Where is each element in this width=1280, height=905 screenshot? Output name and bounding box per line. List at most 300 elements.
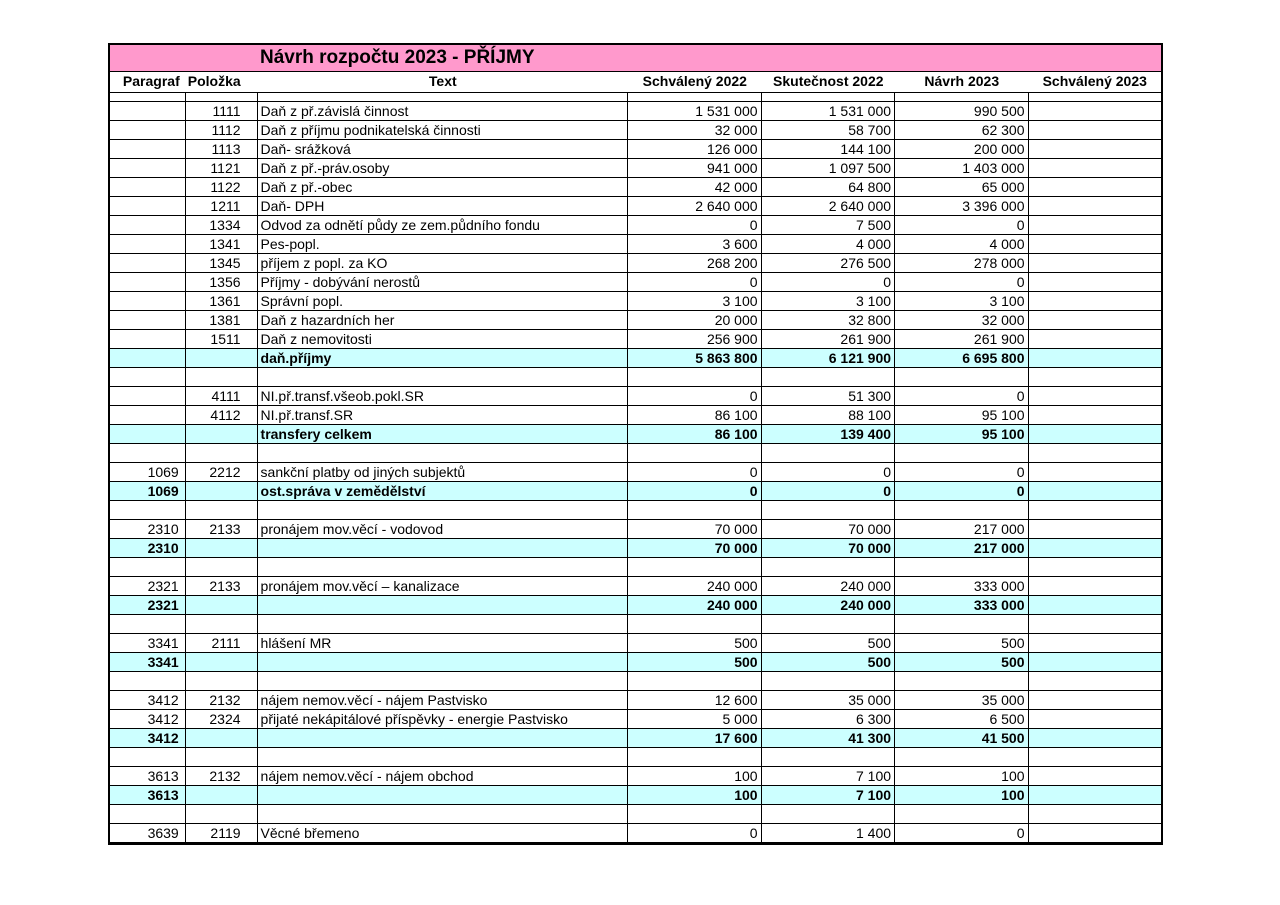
- cell-polozka: 1113: [186, 140, 258, 159]
- cell-schvaleny-2022: 3 600: [628, 235, 761, 254]
- cell-paragraf: 3341: [110, 653, 186, 672]
- cell-polozka: [186, 653, 258, 672]
- cell-schvaleny-2023: [1029, 273, 1161, 292]
- table-row: [110, 767, 1161, 786]
- cell-paragraf: [110, 425, 186, 444]
- cell-paragraf: [110, 805, 186, 824]
- cell-paragraf: [110, 330, 186, 349]
- cell-text: [258, 748, 629, 767]
- cell-schvaleny-2023: [1029, 178, 1161, 197]
- cell-navrh-2023: 4 000: [895, 235, 1028, 254]
- cell-schvaleny-2023: [1029, 311, 1161, 330]
- cell-skutecnost-2022: [762, 368, 895, 387]
- cell-polozka: [186, 748, 258, 767]
- cell-paragraf: [110, 93, 186, 102]
- cell-paragraf: [110, 558, 186, 577]
- cell-polozka: [186, 615, 258, 634]
- cell-skutecnost-2022: 35 000: [762, 691, 895, 710]
- cell-schvaleny-2022: 20 000: [628, 311, 761, 330]
- cell-navrh-2023: 100: [895, 767, 1028, 786]
- cell-schvaleny-2022: 86 100: [628, 406, 761, 425]
- cell-skutecnost-2022: 1 097 500: [762, 159, 895, 178]
- header-schvaleny-2022: Schválený 2022: [642, 73, 747, 89]
- cell-schvaleny-2022: [628, 368, 761, 387]
- cell-text: nájem nemov.věcí - nájem obchod: [258, 767, 629, 786]
- cell-polozka: [186, 805, 258, 824]
- cell-schvaleny-2022: 100: [628, 786, 761, 805]
- cell-polozka: [186, 425, 258, 444]
- cell-schvaleny-2022: 268 200: [628, 254, 761, 273]
- sheet-title: Návrh rozpočtu 2023 - PŘÍJMY: [260, 47, 535, 68]
- cell-paragraf: [110, 140, 186, 159]
- cell-polozka: 1111: [186, 102, 258, 121]
- cell-schvaleny-2023: [1029, 748, 1161, 767]
- table-spacer-row: [110, 444, 1161, 463]
- table-row: [110, 710, 1161, 729]
- cell-paragraf: 2310: [110, 539, 186, 558]
- table-subtotal-row: [110, 482, 1161, 501]
- cell-navrh-2023: 500: [895, 634, 1028, 653]
- cell-schvaleny-2023: [1029, 729, 1161, 748]
- cell-polozka: [186, 672, 258, 691]
- cell-skutecnost-2022: 58 700: [762, 121, 895, 140]
- cell-skutecnost-2022: 276 500: [762, 254, 895, 273]
- cell-paragraf: [110, 406, 186, 425]
- cell-text: [258, 539, 629, 558]
- table-row: [110, 520, 1161, 539]
- cell-text: Daň z příjmu podnikatelská činnosti: [258, 121, 629, 140]
- table-body: [110, 93, 1161, 843]
- table-subtotal-row: [110, 596, 1161, 615]
- cell-text: [258, 672, 629, 691]
- cell-navrh-2023: 1 403 000: [895, 159, 1028, 178]
- cell-text: [258, 786, 629, 805]
- cell-polozka: 2119: [186, 824, 258, 843]
- cell-schvaleny-2023: [1029, 140, 1161, 159]
- cell-paragraf: 3412: [110, 729, 186, 748]
- table-row: [110, 102, 1161, 121]
- cell-navrh-2023: [895, 748, 1028, 767]
- cell-skutecnost-2022: 7 100: [762, 786, 895, 805]
- cell-schvaleny-2023: [1029, 501, 1161, 520]
- cell-navrh-2023: 333 000: [895, 596, 1028, 615]
- cell-text: NI.př.transf.všeob.pokl.SR: [258, 387, 629, 406]
- table-subtotal-row: [110, 425, 1161, 444]
- table-row: [110, 330, 1161, 349]
- cell-skutecnost-2022: 32 800: [762, 311, 895, 330]
- cell-text: Daň z př.-práv.osoby: [258, 159, 629, 178]
- cell-navrh-2023: 35 000: [895, 691, 1028, 710]
- cell-skutecnost-2022: 70 000: [762, 520, 895, 539]
- cell-skutecnost-2022: 139 400: [762, 425, 895, 444]
- cell-navrh-2023: [895, 615, 1028, 634]
- cell-schvaleny-2022: 100: [628, 767, 761, 786]
- cell-skutecnost-2022: [762, 805, 895, 824]
- cell-navrh-2023: 0: [895, 482, 1028, 501]
- cell-navrh-2023: 500: [895, 653, 1028, 672]
- cell-polozka: 1356: [186, 273, 258, 292]
- cell-text: [258, 653, 629, 672]
- cell-text: [258, 368, 629, 387]
- cell-schvaleny-2023: [1029, 539, 1161, 558]
- table-row: [110, 235, 1161, 254]
- cell-polozka: [186, 93, 258, 102]
- cell-skutecnost-2022: 6 121 900: [762, 349, 895, 368]
- cell-polozka: 1334: [186, 216, 258, 235]
- cell-paragraf: 3613: [110, 767, 186, 786]
- cell-navrh-2023: [895, 501, 1028, 520]
- cell-schvaleny-2022: 0: [628, 463, 761, 482]
- cell-text: Daň z hazardních her: [258, 311, 629, 330]
- cell-skutecnost-2022: 2 640 000: [762, 197, 895, 216]
- cell-navrh-2023: 0: [895, 216, 1028, 235]
- cell-schvaleny-2023: [1029, 520, 1161, 539]
- cell-polozka: [186, 501, 258, 520]
- cell-schvaleny-2023: [1029, 235, 1161, 254]
- cell-schvaleny-2023: [1029, 482, 1161, 501]
- cell-paragraf: [110, 615, 186, 634]
- cell-skutecnost-2022: 1 400: [762, 824, 895, 843]
- cell-schvaleny-2022: [628, 558, 761, 577]
- table-row: [110, 140, 1161, 159]
- table-spacer-row: [110, 93, 1161, 102]
- cell-polozka: 1211: [186, 197, 258, 216]
- table-spacer-row: [110, 748, 1161, 767]
- cell-schvaleny-2023: [1029, 330, 1161, 349]
- cell-paragraf: 3639: [110, 824, 186, 843]
- cell-skutecnost-2022: 500: [762, 634, 895, 653]
- cell-text: Odvod za odnětí půdy ze zem.půdního fondu: [258, 216, 629, 235]
- cell-navrh-2023: 3 100: [895, 292, 1028, 311]
- cell-polozka: 1341: [186, 235, 258, 254]
- cell-schvaleny-2022: 256 900: [628, 330, 761, 349]
- cell-paragraf: [110, 197, 186, 216]
- cell-paragraf: [110, 444, 186, 463]
- table-row: [110, 121, 1161, 140]
- table-row: [110, 406, 1161, 425]
- cell-text: ost.správa v zemědělství: [258, 482, 629, 501]
- header-text: Text: [428, 73, 457, 89]
- table-row: [110, 159, 1161, 178]
- cell-skutecnost-2022: [762, 748, 895, 767]
- cell-navrh-2023: 0: [895, 273, 1028, 292]
- table-subtotal-row: [110, 653, 1161, 672]
- cell-polozka: [186, 349, 258, 368]
- cell-schvaleny-2022: 3 100: [628, 292, 761, 311]
- cell-schvaleny-2023: [1029, 691, 1161, 710]
- cell-schvaleny-2023: [1029, 596, 1161, 615]
- cell-schvaleny-2023: [1029, 634, 1161, 653]
- cell-text: [258, 93, 629, 102]
- cell-polozka: [186, 729, 258, 748]
- cell-navrh-2023: 95 100: [895, 425, 1028, 444]
- header-navrh-2023: Návrh 2023: [924, 73, 1000, 89]
- cell-skutecnost-2022: [762, 501, 895, 520]
- cell-skutecnost-2022: 1 531 000: [762, 102, 895, 121]
- cell-paragraf: [110, 672, 186, 691]
- table-row: [110, 178, 1161, 197]
- cell-paragraf: [110, 501, 186, 520]
- cell-schvaleny-2023: [1029, 197, 1161, 216]
- cell-schvaleny-2022: [628, 672, 761, 691]
- cell-polozka: 1361: [186, 292, 258, 311]
- cell-polozka: 2324: [186, 710, 258, 729]
- cell-navrh-2023: 65 000: [895, 178, 1028, 197]
- cell-navrh-2023: [895, 805, 1028, 824]
- header-row: [110, 72, 1161, 93]
- table-spacer-row: [110, 558, 1161, 577]
- cell-schvaleny-2022: [628, 748, 761, 767]
- cell-paragraf: [110, 273, 186, 292]
- cell-paragraf: [110, 102, 186, 121]
- cell-skutecnost-2022: 240 000: [762, 596, 895, 615]
- cell-paragraf: 2321: [110, 577, 186, 596]
- cell-schvaleny-2022: 70 000: [628, 539, 761, 558]
- cell-skutecnost-2022: [762, 558, 895, 577]
- header-paragraf: Paragraf: [122, 73, 180, 89]
- cell-schvaleny-2022: 5 000: [628, 710, 761, 729]
- cell-polozka: 2133: [186, 577, 258, 596]
- cell-polozka: 2132: [186, 767, 258, 786]
- cell-paragraf: 2310: [110, 520, 186, 539]
- cell-schvaleny-2023: [1029, 672, 1161, 691]
- cell-text: [258, 805, 629, 824]
- table-row: [110, 292, 1161, 311]
- cell-text: Příjmy - dobývání nerostů: [258, 273, 629, 292]
- cell-navrh-2023: 0: [895, 824, 1028, 843]
- cell-schvaleny-2022: 0: [628, 387, 761, 406]
- cell-navrh-2023: 95 100: [895, 406, 1028, 425]
- cell-polozka: [186, 558, 258, 577]
- cell-text: [258, 444, 629, 463]
- cell-text: pronájem mov.věcí - vodovod: [258, 520, 629, 539]
- cell-polozka: 2212: [186, 463, 258, 482]
- cell-schvaleny-2022: 0: [628, 216, 761, 235]
- cell-navrh-2023: 261 900: [895, 330, 1028, 349]
- table-row: [110, 824, 1161, 843]
- table-row: [110, 311, 1161, 330]
- cell-text: Daň z př.závislá činnost: [258, 102, 629, 121]
- cell-text: pronájem mov.věcí – kanalizace: [258, 577, 629, 596]
- cell-schvaleny-2023: [1029, 615, 1161, 634]
- cell-skutecnost-2022: 64 800: [762, 178, 895, 197]
- cell-schvaleny-2022: 500: [628, 634, 761, 653]
- cell-text: [258, 615, 629, 634]
- cell-schvaleny-2023: [1029, 577, 1161, 596]
- cell-polozka: [186, 596, 258, 615]
- cell-navrh-2023: 278 000: [895, 254, 1028, 273]
- cell-schvaleny-2023: [1029, 805, 1161, 824]
- table-row: [110, 634, 1161, 653]
- cell-polozka: [186, 444, 258, 463]
- cell-paragraf: 3412: [110, 691, 186, 710]
- table-row: [110, 463, 1161, 482]
- cell-skutecnost-2022: 88 100: [762, 406, 895, 425]
- cell-navrh-2023: 0: [895, 463, 1028, 482]
- cell-navrh-2023: 0: [895, 387, 1028, 406]
- cell-skutecnost-2022: [762, 615, 895, 634]
- cell-text: [258, 596, 629, 615]
- cell-paragraf: [110, 216, 186, 235]
- cell-text: Daň z př.-obec: [258, 178, 629, 197]
- title-bar: [110, 45, 1161, 72]
- cell-schvaleny-2022: 17 600: [628, 729, 761, 748]
- cell-paragraf: [110, 311, 186, 330]
- cell-skutecnost-2022: [762, 672, 895, 691]
- cell-paragraf: 3412: [110, 710, 186, 729]
- cell-skutecnost-2022: 4 000: [762, 235, 895, 254]
- cell-text: sankční platby od jiných subjektů: [258, 463, 629, 482]
- cell-schvaleny-2023: [1029, 425, 1161, 444]
- cell-schvaleny-2022: 32 000: [628, 121, 761, 140]
- cell-schvaleny-2022: [628, 805, 761, 824]
- cell-skutecnost-2022: 0: [762, 463, 895, 482]
- cell-skutecnost-2022: 261 900: [762, 330, 895, 349]
- cell-paragraf: 2321: [110, 596, 186, 615]
- table-spacer-row: [110, 805, 1161, 824]
- cell-schvaleny-2023: [1029, 292, 1161, 311]
- cell-polozka: [186, 482, 258, 501]
- cell-text: NI.př.transf.SR: [258, 406, 629, 425]
- cell-skutecnost-2022: 51 300: [762, 387, 895, 406]
- cell-paragraf: 1069: [110, 482, 186, 501]
- cell-schvaleny-2022: 0: [628, 824, 761, 843]
- cell-text: Správní popl.: [258, 292, 629, 311]
- header-schvaleny-2023: Schválený 2023: [1042, 73, 1147, 89]
- cell-polozka: 4112: [186, 406, 258, 425]
- cell-schvaleny-2022: 2 640 000: [628, 197, 761, 216]
- cell-skutecnost-2022: 6 300: [762, 710, 895, 729]
- cell-skutecnost-2022: 0: [762, 482, 895, 501]
- table-subtotal-row: [110, 729, 1161, 748]
- cell-schvaleny-2022: 5 863 800: [628, 349, 761, 368]
- cell-paragraf: [110, 748, 186, 767]
- cell-navrh-2023: 200 000: [895, 140, 1028, 159]
- cell-text: Pes-popl.: [258, 235, 629, 254]
- cell-paragraf: 3341: [110, 634, 186, 653]
- table-row: [110, 387, 1161, 406]
- cell-schvaleny-2023: [1029, 786, 1161, 805]
- cell-text: Věcné břemeno: [258, 824, 629, 843]
- cell-schvaleny-2023: [1029, 406, 1161, 425]
- cell-paragraf: [110, 387, 186, 406]
- cell-navrh-2023: [895, 93, 1028, 102]
- cell-schvaleny-2022: 500: [628, 653, 761, 672]
- cell-schvaleny-2022: [628, 501, 761, 520]
- cell-schvaleny-2022: 240 000: [628, 596, 761, 615]
- cell-schvaleny-2023: [1029, 159, 1161, 178]
- cell-paragraf: [110, 292, 186, 311]
- cell-text: přijaté nekápitálové příspěvky - energie Pastvisko: [258, 710, 629, 729]
- cell-skutecnost-2022: 144 100: [762, 140, 895, 159]
- cell-polozka: [186, 368, 258, 387]
- cell-polozka: 4111: [186, 387, 258, 406]
- cell-navrh-2023: [895, 672, 1028, 691]
- table-spacer-row: [110, 501, 1161, 520]
- cell-schvaleny-2022: 86 100: [628, 425, 761, 444]
- cell-schvaleny-2023: [1029, 767, 1161, 786]
- cell-text: Daň z nemovitosti: [258, 330, 629, 349]
- cell-schvaleny-2022: 42 000: [628, 178, 761, 197]
- cell-skutecnost-2022: 7 100: [762, 767, 895, 786]
- cell-navrh-2023: 100: [895, 786, 1028, 805]
- cell-paragraf: [110, 368, 186, 387]
- cell-polozka: 1112: [186, 121, 258, 140]
- cell-schvaleny-2022: 12 600: [628, 691, 761, 710]
- cell-polozka: 1345: [186, 254, 258, 273]
- cell-skutecnost-2022: 240 000: [762, 577, 895, 596]
- cell-schvaleny-2023: [1029, 387, 1161, 406]
- cell-text: Daň- srážková: [258, 140, 629, 159]
- header-polozka: Položka: [187, 73, 241, 89]
- cell-paragraf: [110, 254, 186, 273]
- cell-skutecnost-2022: 7 500: [762, 216, 895, 235]
- table-row: [110, 216, 1161, 235]
- header-skutecnost-2022: Skutečnost 2022: [773, 73, 884, 89]
- cell-polozka: [186, 786, 258, 805]
- cell-paragraf: [110, 178, 186, 197]
- cell-navrh-2023: 3 396 000: [895, 197, 1028, 216]
- cell-skutecnost-2022: 70 000: [762, 539, 895, 558]
- table-spacer-row: [110, 615, 1161, 634]
- cell-schvaleny-2022: [628, 93, 761, 102]
- cell-text: [258, 729, 629, 748]
- cell-schvaleny-2022: 941 000: [628, 159, 761, 178]
- table-subtotal-row: [110, 539, 1161, 558]
- cell-navrh-2023: 62 300: [895, 121, 1028, 140]
- cell-navrh-2023: [895, 558, 1028, 577]
- table-spacer-row: [110, 672, 1161, 691]
- cell-schvaleny-2023: [1029, 463, 1161, 482]
- cell-skutecnost-2022: 500: [762, 653, 895, 672]
- cell-schvaleny-2022: 0: [628, 482, 761, 501]
- table-subtotal-row: [110, 786, 1161, 805]
- cell-polozka: 1122: [186, 178, 258, 197]
- cell-polozka: 2132: [186, 691, 258, 710]
- cell-schvaleny-2023: [1029, 93, 1161, 102]
- cell-text: Daň- DPH: [258, 197, 629, 216]
- cell-skutecnost-2022: 0: [762, 273, 895, 292]
- cell-navrh-2023: [895, 368, 1028, 387]
- table-row: [110, 691, 1161, 710]
- cell-schvaleny-2022: 70 000: [628, 520, 761, 539]
- cell-navrh-2023: 217 000: [895, 520, 1028, 539]
- cell-paragraf: 1069: [110, 463, 186, 482]
- cell-skutecnost-2022: 41 300: [762, 729, 895, 748]
- table-row: [110, 577, 1161, 596]
- cell-navrh-2023: [895, 444, 1028, 463]
- cell-text: [258, 558, 629, 577]
- cell-skutecnost-2022: 3 100: [762, 292, 895, 311]
- cell-schvaleny-2022: 0: [628, 273, 761, 292]
- cell-navrh-2023: 333 000: [895, 577, 1028, 596]
- cell-schvaleny-2023: [1029, 121, 1161, 140]
- cell-schvaleny-2023: [1029, 254, 1161, 273]
- cell-navrh-2023: 990 500: [895, 102, 1028, 121]
- cell-polozka: 2111: [186, 634, 258, 653]
- cell-schvaleny-2022: 126 000: [628, 140, 761, 159]
- cell-schvaleny-2022: [628, 444, 761, 463]
- cell-text: nájem nemov.věcí - nájem Pastvisko: [258, 691, 629, 710]
- cell-polozka: 1511: [186, 330, 258, 349]
- cell-skutecnost-2022: [762, 93, 895, 102]
- cell-paragraf: [110, 349, 186, 368]
- cell-schvaleny-2023: [1029, 710, 1161, 729]
- cell-schvaleny-2023: [1029, 102, 1161, 121]
- cell-navrh-2023: 41 500: [895, 729, 1028, 748]
- cell-paragraf: [110, 121, 186, 140]
- table-row: [110, 197, 1161, 216]
